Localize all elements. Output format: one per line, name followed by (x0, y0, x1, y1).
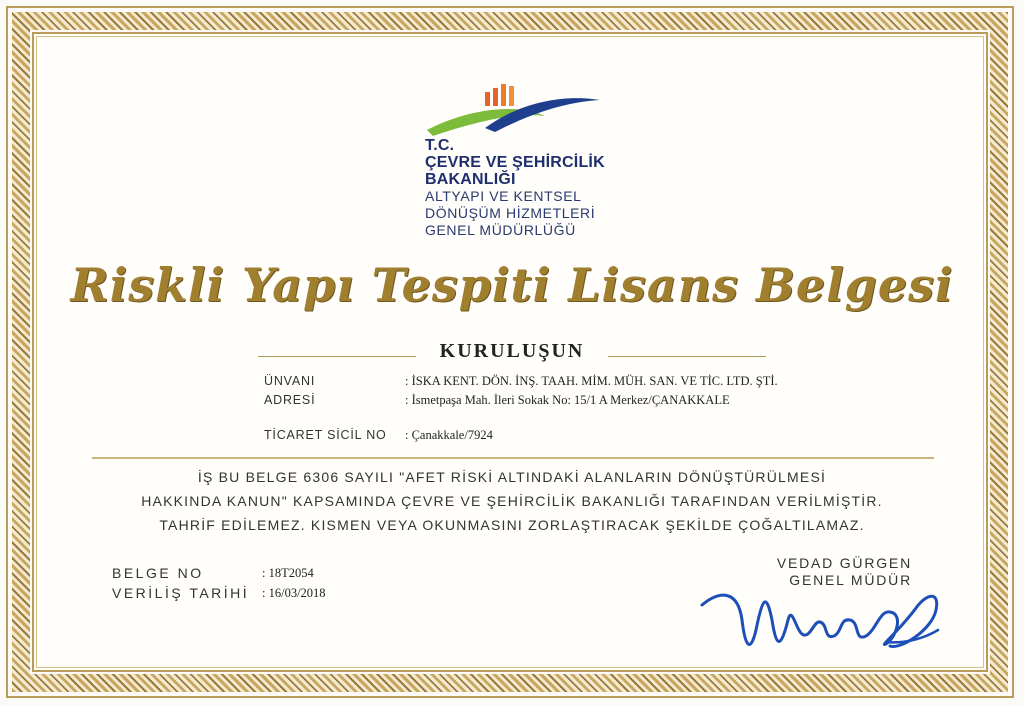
document-number-label: BELGE NO (112, 565, 204, 581)
issue-date-value: : 16/03/2018 (262, 586, 326, 600)
field-label-title: ÜNVANI (264, 374, 316, 388)
org-line-bakanlik: BAKANLIĞI (425, 171, 516, 188)
document-number-value: : 18T2054 (262, 566, 314, 580)
logo-bar-icon (501, 84, 506, 106)
org-line-ministry: ÇEVRE VE ŞEHİRCİLİK (425, 154, 605, 171)
logo-bar-icon (493, 88, 498, 106)
legal-statement (0, 465, 1024, 537)
field-label-trade-registry: TİCARET SİCİL NO (264, 428, 387, 442)
field-value-address: : İsmetpaşa Mah. İleri Sokak No: 15/1 A Merkez/ÇANAKKALE (405, 393, 730, 407)
logo-bar-icon (485, 92, 490, 106)
field-label-address: ADRESİ (264, 393, 316, 407)
statement-line-2: HAKKINDA KANUN" KAPSAMINDA ÇEVRE VE ŞEHİRCİLİK BAKANLIĞI TARAFINDAN VERİLMİŞTİR. (141, 493, 883, 509)
logo-bar-icon (509, 86, 514, 106)
org-line-dept1: ALTYAPI VE KENTSEL (425, 188, 582, 204)
statement-line-1: İŞ BU BELGE 6306 SAYILI "AFET RİSKİ ALTINDAKİ ALANLARIN DÖNÜŞTÜRÜLMESİ (197, 469, 827, 485)
field-value-title: : İSKA KENT. DÖN. İNŞ. TAAH. MİM. MÜH. SAN. VE TİC. LTD. ŞTİ. (405, 374, 778, 388)
issue-date-label: VERİLİŞ TARİHİ (112, 585, 250, 601)
signer-name: VEDAD GÜRGEN (776, 555, 912, 571)
section-heading: KURULUŞUN (439, 340, 585, 362)
signer-position: GENEL MÜDÜR (789, 572, 912, 588)
statement-line-3: TAHRİF EDİLEMEZ. KISMEN VEYA OKUNMASINI ZORLAŞTIRACAK ŞEKİLDE ÇOĞALTILAMAZ. (159, 517, 865, 533)
org-line-tc: T.C. (425, 137, 455, 154)
signature-icon (690, 560, 950, 670)
org-line-dept3: GENEL MÜDÜRLÜĞÜ (425, 222, 576, 238)
org-line-dept2: DÖNÜŞÜM HİZMETLERİ (425, 205, 596, 221)
field-value-trade-registry: : Çanakkale/7924 (405, 428, 493, 442)
content-divider (92, 457, 934, 459)
certificate-title: Riskli Yapı Tespiti Lisans Belgesi (70, 258, 954, 312)
ministry-name-block (425, 137, 605, 239)
